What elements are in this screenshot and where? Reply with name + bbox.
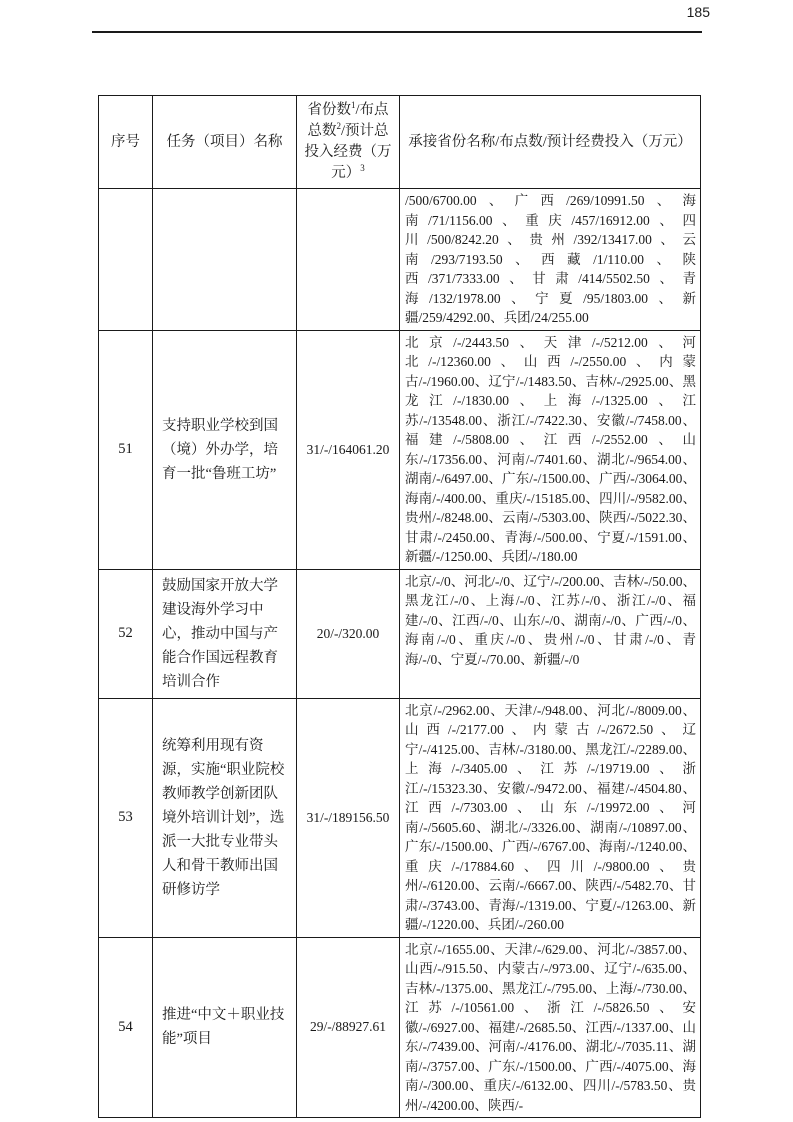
- project-name-cell: 推进“中文＋职业技能”项目: [153, 937, 297, 1118]
- provinces-detail-cell: 北京/-/0、河北/-/0、辽宁/-/200.00、吉林/-/50.00、黑龙江/-/0、上海/-/0、江苏/-/0、浙江/-/0、福建/-/0、江西/-/0、山东/-/0、湖南/-/0、广西/-/0、海南/-/0、重庆/-/0、贵州/-/0、甘肃/-/0、青海/-/0、宁夏/-/70.00、新疆/-/0: [400, 569, 701, 698]
- row-number-cell: 52: [99, 569, 153, 698]
- totals-cell: 20/-/320.00: [297, 569, 400, 698]
- provinces-detail-cell: 北京/-/2962.00、天津/-/948.00、河北/-/8009.00、山西/-/2177.00、内蒙古/-/2672.50、辽宁/-/4125.00、吉林/-/3180.00、黑龙江/-/2289.00、上海/-/3405.00、江苏/-/19719.00、浙江/-/15323.30、安徽/-/9472.00、福建/-/4504.80、江西/-/7303.00、山东/-/19972.00、河南/-/5605.60、湖北/-/3326.00、湖南/-/10897.00、广东/-/1500.00、广西/-/6767.00、海南/-/1240.00、重庆/-/17884.60、四川/-/9800.00、贵州/-/6120.00、云南/-/6667.00、陕西/-/5482.70、甘肃/-/3743.00、青海/-/1319.00、宁夏/-/1263.00、新疆/-/1220.00、兵团/-/260.00: [400, 698, 701, 937]
- totals-cell: 31/-/189156.50: [297, 698, 400, 937]
- header-rule: [92, 31, 702, 33]
- projects-table: [98, 95, 701, 1118]
- table-row-51: [99, 330, 701, 569]
- footnote-marker-3: 3: [360, 163, 365, 174]
- project-name-cell: 统筹利用现有资源，实施“职业院校教师教学创新团队境外培训计划”，选派一大批专业带头人和骨干教师出国研修访学: [153, 698, 297, 937]
- totals-cell: 29/-/88927.61: [297, 937, 400, 1118]
- footnote-marker-2: 2: [336, 121, 341, 132]
- table-header-row: [99, 96, 701, 189]
- table-row-52: [99, 569, 701, 698]
- project-name-cell: [153, 189, 297, 331]
- table-row-continuation: [99, 189, 701, 331]
- totals-header-part3: /预计总投入经费（万元）: [304, 123, 392, 181]
- row-number-cell: 51: [99, 330, 153, 569]
- provinces-detail-cell: 北京/-/1655.00、天津/-/629.00、河北/-/3857.00、山西/-/915.50、内蒙古/-/973.00、辽宁/-/635.00、吉林/-/1375.00、黑龙江/-/795.00、上海/-/730.00、江苏/-/10561.00、浙江/-/5826.50、安徽/-/6927.00、福建/-/2685.50、江西/-/1337.00、山东/-/7439.00、河南/-/4176.00、湖北/-/7035.11、湖南/-/3757.00、广东/-/1500.00、广西/-/4075.00、海南/-/300.00、重庆/-/6132.00、四川/-/5783.50、贵州/-/4200.00、陕西/-: [400, 937, 701, 1118]
- row-number-cell: 53: [99, 698, 153, 937]
- col-header-province-detail: 承接省份名称/布点数/预计经费投入（万元）: [400, 96, 701, 189]
- totals-cell: [297, 189, 400, 331]
- table-row-53: [99, 698, 701, 937]
- project-name-cell: 鼓励国家开放大学建设海外学习中心，推动中国与产能合作国远程教育培训合作: [153, 569, 297, 698]
- provinces-detail-cell: /500/6700.00、广西/269/10991.50、海南/71/1156.00、重庆/457/16912.00、四川/500/8242.20、贵州/392/13417.00、云南/293/7193.50、西藏/1/110.00、陕西/371/7333.00、甘肃/414/5502.50、青海/132/1978.00、宁夏/95/1803.00、新疆/259/4292.00、兵团/24/255.00: [400, 189, 701, 331]
- row-number-cell: [99, 189, 153, 331]
- col-header-project-name: 任务（项目）名称: [153, 96, 297, 189]
- col-header-totals: [297, 96, 400, 189]
- totals-cell: 31/-/164061.20: [297, 330, 400, 569]
- totals-header-part2: /布点总数: [307, 102, 389, 139]
- table-row-54: [99, 937, 701, 1118]
- col-header-serial-number: 序号: [99, 96, 153, 189]
- footnote-marker-1: 1: [350, 100, 356, 111]
- totals-header-part1: 省份数: [307, 102, 351, 118]
- provinces-detail-cell: 北京/-/2443.50、天津/-/5212.00、河北/-/12360.00、山西/-/2550.00、内蒙古/-/1960.00、辽宁/-/1483.50、吉林/-/2925.00、黑龙江/-/1830.00、上海/-/1325.00、江苏/-/13548.00、浙江/-/7422.30、安徽/-/7458.00、福建/-/5808.00、江西/-/2552.00、山东/-/17356.00、河南/-/7401.60、湖北/-/9654.00、湖南/-/6497.00、广东/-/1500.00、广西/-/3064.00、海南/-/400.00、重庆/-/15185.00、四川/-/9582.00、贵州/-/8248.00、云南/-/5303.00、陕西/-/5022.30、甘肃/-/2450.00、青海/-/500.00、宁夏/-/1591.00、新疆/-/1250.00、兵团/-/180.00: [400, 330, 701, 569]
- project-name-cell: 支持职业学校到国（境）外办学，培育一批“鲁班工坊”: [153, 330, 297, 569]
- row-number-cell: 54: [99, 937, 153, 1118]
- page-number: 185: [686, 4, 710, 20]
